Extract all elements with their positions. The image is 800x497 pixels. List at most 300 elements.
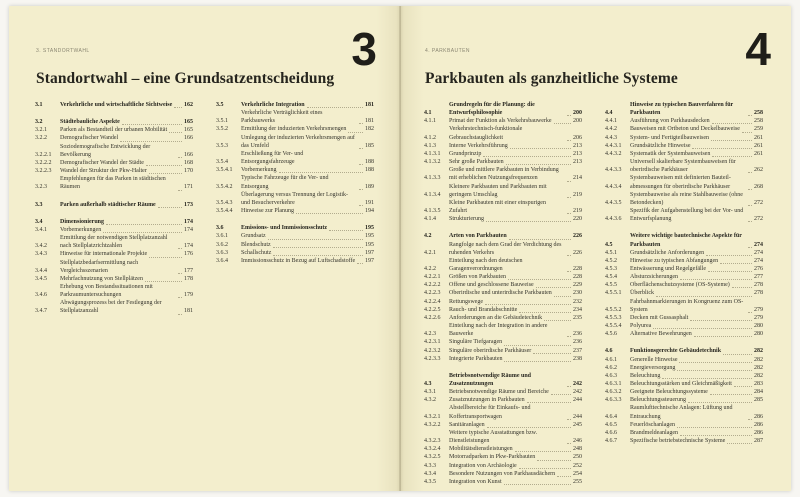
toc-entry bbox=[605, 257, 763, 265]
toc-entry-page: 258 bbox=[754, 118, 763, 125]
toc-entry-id: 4.4.3.6 bbox=[605, 216, 622, 223]
toc-entry bbox=[424, 183, 582, 199]
toc-entry-id: 3.5.4.2 bbox=[216, 183, 233, 190]
toc-entry-id: 4.5.4 bbox=[605, 274, 617, 281]
toc-entry-id: 3.4.2 bbox=[35, 243, 47, 250]
toc-entry-page: 250 bbox=[573, 454, 582, 461]
dot-leader bbox=[656, 296, 752, 297]
toc-entry-page: 170 bbox=[184, 168, 193, 175]
dot-leader bbox=[504, 361, 571, 362]
toc-entry-title: Verkehrstechnisch-funktionale Gebrauchstauglichkeit bbox=[449, 126, 523, 141]
dot-leader bbox=[551, 394, 571, 395]
toc-entry-title: Beleuchtungssteuerung bbox=[630, 397, 686, 404]
toc-entry-page: 213 bbox=[573, 150, 582, 157]
toc-entry-title: Einteilung nach der Integration in andere Bauwerke bbox=[449, 323, 548, 338]
toc-entry-id: 4.3.3 bbox=[424, 462, 436, 469]
dot-leader bbox=[483, 156, 571, 157]
dot-leader bbox=[567, 115, 571, 116]
toc-entry-title: Arten von Parkbauten bbox=[449, 233, 507, 240]
toc-entry-title: Einteilung nach den deutschen Garagenverordnungen bbox=[449, 257, 523, 272]
toc-entry-page: 276 bbox=[754, 265, 763, 272]
dot-leader bbox=[296, 213, 363, 214]
toc-column bbox=[216, 101, 374, 325]
dot-leader bbox=[706, 255, 752, 256]
toc-entry-title: Systembauweisen mit definierten Bauteilabmessungen für oberirdische Parkhäuser bbox=[630, 175, 731, 190]
toc-entry-title: Ermittlung der induzierten Verkehrsmengen bbox=[241, 126, 347, 133]
toc-entry-id: 4.1 bbox=[424, 110, 432, 117]
toc-entry bbox=[35, 201, 193, 209]
toc-entry bbox=[35, 226, 193, 234]
toc-entry-title: Demografischer Wandel der Städte bbox=[60, 159, 144, 166]
toc-entry-title: Besondere Nutzungen von Parkhausdächern bbox=[449, 470, 556, 477]
toc-entry-title: Integration von Kunst bbox=[449, 478, 502, 485]
toc-entry-title: Sanitäranlagen bbox=[449, 421, 485, 428]
toc-entry-title: Funktionsgerechte Gebäudetechnik bbox=[630, 348, 722, 355]
toc-entry-page: 244 bbox=[573, 413, 582, 420]
dot-leader bbox=[357, 263, 363, 264]
dot-leader bbox=[536, 287, 571, 288]
toc-entry-title: Mobilitätsdienstleistungen bbox=[449, 446, 513, 453]
running-header-right: 4. PARKBAUTEN bbox=[425, 48, 470, 54]
toc-entry-id: 4.1.3 bbox=[424, 142, 436, 149]
toc-entry bbox=[216, 150, 374, 166]
toc-entry-page: 191 bbox=[365, 199, 374, 206]
toc-entry-page: 282 bbox=[754, 364, 763, 371]
dot-leader bbox=[178, 297, 182, 298]
dot-leader bbox=[509, 239, 571, 240]
toc-entry-title: Hinweise zu typischen Bauverfahren für Parkbauten bbox=[630, 102, 734, 117]
dot-leader bbox=[348, 132, 363, 133]
toc-entry-page: 195 bbox=[365, 233, 374, 240]
toc-entry bbox=[216, 241, 374, 249]
toc-entry-id: 3.2.2.1 bbox=[35, 151, 52, 158]
toc-entry-title: Parken als Bestandteil der urbanen Mobilität bbox=[60, 127, 168, 134]
toc-entry bbox=[605, 289, 763, 297]
toc-entry-id: 4.3.2.5 bbox=[424, 454, 441, 461]
toc-entry-page: 280 bbox=[754, 331, 763, 338]
toc-entry bbox=[424, 453, 582, 461]
dot-leader bbox=[329, 230, 363, 231]
dot-leader bbox=[106, 224, 182, 225]
toc-entry-title: Universell skalierbare Systembauweisen für oberirdische Parkhäuser bbox=[630, 159, 736, 174]
toc-entry bbox=[424, 355, 582, 363]
toc-entry-page: 213 bbox=[573, 159, 582, 166]
toc-entry-title: Polyurea bbox=[630, 323, 652, 330]
dot-leader bbox=[567, 255, 571, 256]
toc-entry-title: Strukturierung bbox=[449, 216, 484, 223]
toc-entry-id: 4.5.1 bbox=[605, 249, 617, 256]
toc-entry-page: 228 bbox=[573, 274, 582, 281]
toc-entry-title: Offene und geschlossene Bauweise bbox=[449, 282, 534, 289]
toc-entry-page: 232 bbox=[573, 298, 582, 305]
toc-entry-id: 3.4.6 bbox=[35, 292, 47, 299]
toc-entry bbox=[35, 299, 193, 315]
toc-entry bbox=[605, 273, 763, 281]
dot-leader bbox=[178, 248, 182, 249]
toc-entry-page: 166 bbox=[184, 151, 193, 158]
dot-leader bbox=[653, 328, 752, 329]
toc-entry-title: Große und mittlere Parkbauten in Verbindung mit erheblichen Nutzungsfrequenzen bbox=[449, 167, 559, 182]
toc-entry-id: 4.5.5.1 bbox=[605, 290, 622, 297]
toc-entry-page: 174 bbox=[184, 226, 193, 233]
toc-entry-id: 4.4.3.4 bbox=[605, 183, 622, 190]
toc-entry-title: Interne Verkehrsführung bbox=[449, 142, 508, 149]
toc-entry-id: 3.6.3 bbox=[216, 249, 228, 256]
dot-leader bbox=[694, 336, 752, 337]
toc-entry-page: 274 bbox=[754, 241, 763, 248]
dot-leader bbox=[359, 205, 363, 206]
toc-entry bbox=[605, 191, 763, 207]
toc-entry-title: Rauch- und Brandabschnitte bbox=[449, 306, 518, 313]
dot-leader bbox=[169, 132, 182, 133]
dot-leader bbox=[487, 427, 571, 428]
dot-leader bbox=[748, 419, 752, 420]
toc-entry-page: 189 bbox=[365, 183, 374, 190]
dot-leader bbox=[486, 221, 571, 222]
toc-entry-page: 261 bbox=[754, 150, 763, 157]
dot-leader bbox=[554, 123, 571, 124]
toc-entry-id: 4.1.3.5 bbox=[424, 208, 441, 215]
dot-leader bbox=[677, 427, 752, 428]
dot-leader bbox=[679, 362, 752, 363]
dot-leader bbox=[519, 312, 571, 313]
toc-entry-id: 4.6.3.1 bbox=[605, 381, 622, 387]
toc-group bbox=[35, 118, 193, 191]
toc-entry-page: 178 bbox=[184, 275, 193, 282]
toc-entry-title: Größen von Parkbauten bbox=[449, 274, 506, 281]
toc-entry-title: Systematik der Systembauweisen bbox=[630, 150, 711, 157]
toc-entry-page: 259 bbox=[754, 126, 763, 133]
toc-entry-id: 4.2.2.4 bbox=[424, 298, 441, 305]
toc-entry-id: 3.6.4 bbox=[216, 257, 228, 264]
toc-entry-title: Blendschutz bbox=[241, 241, 271, 248]
dot-leader bbox=[527, 402, 571, 403]
toc-entry-page: 261 bbox=[754, 134, 763, 141]
toc-entry bbox=[605, 380, 763, 388]
toc-entry-page: 165 bbox=[184, 127, 193, 134]
toc-entry-id: 4.1.3.1 bbox=[424, 150, 441, 157]
toc-entry bbox=[605, 356, 763, 364]
toc-entry-title: Alternative Bewehrungen bbox=[630, 331, 692, 338]
toc-group bbox=[605, 347, 763, 445]
toc-entry-title: Singuläre oberirdische Parkhäuser bbox=[449, 347, 532, 354]
toc-entry bbox=[605, 150, 763, 158]
toc-entry bbox=[605, 372, 763, 380]
dot-leader bbox=[145, 281, 182, 282]
toc-entry bbox=[424, 241, 582, 257]
toc-entry bbox=[424, 445, 582, 453]
toc-entry-id: 4.6.1 bbox=[605, 356, 617, 363]
toc-entry-page: 258 bbox=[754, 110, 763, 117]
toc-entry bbox=[605, 158, 763, 174]
dot-leader bbox=[178, 190, 182, 191]
toc-entry-id: 3.4.7 bbox=[35, 308, 47, 315]
toc-entry-title: Absturzsicherungen bbox=[630, 274, 678, 281]
toc-entry-id: 4.6.6 bbox=[605, 429, 617, 436]
toc-entry-page: 220 bbox=[573, 216, 582, 223]
toc-entry-id: 4.4 bbox=[605, 110, 613, 117]
toc-entry-id: 4.5.5.2 bbox=[605, 306, 622, 313]
toc-entry bbox=[35, 218, 193, 226]
dot-leader bbox=[567, 140, 571, 141]
toc-entry-page: 246 bbox=[573, 438, 582, 445]
toc-entry-id: 4.4.3 bbox=[605, 134, 617, 141]
toc-entry-id: 4.4.3.3 bbox=[605, 167, 622, 174]
toc-entry-page: 181 bbox=[365, 102, 374, 108]
toc-entry-page: 197 bbox=[365, 257, 374, 264]
toc-entry bbox=[605, 364, 763, 372]
toc-entry-page: 162 bbox=[184, 102, 193, 108]
dot-leader bbox=[748, 312, 752, 313]
toc-entry-id: 3.5.4.4 bbox=[216, 208, 233, 215]
toc-entry-title: Energieversorgung bbox=[630, 364, 676, 371]
dot-leader bbox=[273, 255, 363, 256]
toc-entry-page: 182 bbox=[365, 126, 374, 133]
toc-entry-page: 278 bbox=[754, 282, 763, 289]
dot-leader bbox=[712, 156, 752, 157]
dot-leader bbox=[519, 468, 571, 469]
toc-entry-title: Brandmeldeanlagen bbox=[630, 429, 678, 436]
toc-entry bbox=[424, 158, 582, 166]
toc-entry-page: 177 bbox=[184, 267, 193, 274]
toc-entry-id: 4.6.2 bbox=[605, 364, 617, 371]
chapter-number-left: 3 bbox=[351, 23, 377, 75]
dot-leader bbox=[720, 263, 752, 264]
toc-entry bbox=[216, 174, 374, 190]
toc-entry bbox=[35, 175, 193, 191]
dot-leader bbox=[748, 172, 752, 173]
toc-entry-title: Grundsätzliche Hinweise bbox=[630, 142, 691, 149]
toc-entry-page: 274 bbox=[754, 249, 763, 256]
toc-entry-page: 168 bbox=[184, 159, 193, 166]
toc-entry-title: Empfehlungen für das Parken in städtischen Räumen bbox=[60, 176, 166, 191]
toc-entry-title: Feuerlöschanlagen bbox=[630, 421, 675, 428]
toc-entry-page: 234 bbox=[573, 306, 582, 313]
toc-entry-id: 4.2.2.5 bbox=[424, 306, 441, 313]
toc-entry-id: 4.2.3.2 bbox=[424, 347, 441, 354]
toc-entry-id: 4.6.5 bbox=[605, 421, 617, 428]
toc-group bbox=[216, 101, 374, 215]
dot-leader bbox=[732, 287, 752, 288]
toc-entry bbox=[216, 232, 374, 240]
toc-entry-page: 179 bbox=[184, 292, 193, 299]
toc-group bbox=[35, 201, 193, 209]
toc-entry-title: Hinweise zur Planung bbox=[241, 208, 294, 215]
toc-entry-page: 244 bbox=[573, 397, 582, 404]
toc-entry-title: Rettungswege bbox=[449, 298, 483, 305]
toc-entry bbox=[424, 429, 582, 445]
toc-entry-page: 280 bbox=[754, 323, 763, 330]
dot-leader bbox=[567, 197, 571, 198]
dot-leader bbox=[537, 460, 571, 461]
toc-entry-page: 185 bbox=[365, 142, 374, 149]
toc-entry-id: 3.6.2 bbox=[216, 241, 228, 248]
toc-entry bbox=[424, 257, 582, 273]
toc-entry-id: 4.1.2 bbox=[424, 134, 436, 141]
dot-leader bbox=[504, 345, 571, 346]
dot-leader bbox=[178, 273, 182, 274]
toc-entry bbox=[605, 347, 763, 355]
toc-entry-title: Entwässerung und Regelgefälle bbox=[630, 265, 706, 272]
toc-entry-title: Typische Fahrzeuge für die Ver- und Entsorgung bbox=[241, 175, 329, 190]
toc-entry-page: 285 bbox=[754, 397, 763, 404]
dot-leader bbox=[557, 476, 571, 477]
toc-entry-id: 3.4.1 bbox=[35, 226, 47, 233]
toc-entry bbox=[424, 166, 582, 182]
toc-entry-title: Grundsätzliche Anforderungen bbox=[630, 249, 705, 256]
toc-group bbox=[35, 101, 193, 109]
toc-entry bbox=[424, 396, 582, 404]
toc-entry-id: 3.5.1 bbox=[216, 118, 228, 125]
toc-entry-page: 255 bbox=[573, 478, 582, 485]
running-header-left: 3. STANDORTWAHL bbox=[36, 48, 90, 54]
toc-entry-page: 287 bbox=[754, 438, 763, 445]
toc-entry-title: Raumlufttechnische Anlagen: Lüftung und Entrauchung bbox=[630, 405, 733, 420]
toc-entry-page: 283 bbox=[754, 381, 763, 387]
toc-entry bbox=[424, 273, 582, 281]
toc-entry-title: Ermittlung der notwendigen Stellplatzanzahl nach Stellplatzrichtzahlen bbox=[60, 235, 168, 250]
page-title-right: Parkbauten als ganzheitliche Systeme bbox=[425, 70, 678, 87]
toc-entry-id: 3.4.4 bbox=[35, 267, 47, 274]
toc-entry-id: 4.4.3.5 bbox=[605, 199, 622, 206]
toc-entry-id: 3.5 bbox=[216, 102, 224, 108]
toc-group bbox=[424, 101, 582, 223]
dot-leader bbox=[146, 165, 182, 166]
toc-entry bbox=[605, 396, 763, 404]
toc-entry bbox=[605, 207, 763, 223]
toc-entry-page: 254 bbox=[573, 470, 582, 477]
toc-entry-title: Geeignete Beleuchtungssysteme bbox=[630, 389, 708, 396]
dot-leader bbox=[708, 271, 752, 272]
toc-entry-title: Grundsatz bbox=[241, 233, 266, 240]
toc-entry bbox=[605, 404, 763, 420]
toc-entry-page: 236 bbox=[573, 331, 582, 338]
toc-entry-page: 282 bbox=[754, 356, 763, 363]
toc-entry bbox=[605, 174, 763, 190]
toc-group bbox=[605, 232, 763, 338]
toc-entry-page: 229 bbox=[573, 282, 582, 289]
toc-entry-page: 194 bbox=[365, 208, 374, 215]
toc-entry-title: Hinweise zu typischen Abfangungen bbox=[630, 257, 719, 264]
toc-entry bbox=[605, 437, 763, 445]
toc-entry-title: Umlegung der induzierten Verkehrsmengen auf das Umfeld bbox=[241, 134, 355, 149]
dot-leader bbox=[567, 213, 571, 214]
dot-leader bbox=[506, 164, 571, 165]
toc-entry-id: 4.2.2.6 bbox=[424, 314, 441, 321]
toc-entry-id: 4.6.3.3 bbox=[605, 397, 622, 404]
toc-entry-title: Beleuchtungsstärken und Gleichmäßigkeit bbox=[630, 381, 732, 387]
toc-entry-page: 262 bbox=[754, 167, 763, 174]
toc-entry-page: 282 bbox=[754, 372, 763, 379]
toc-entry-page: 248 bbox=[573, 446, 582, 453]
toc-entry-id: 4.2.3.1 bbox=[424, 339, 441, 346]
toc-entry-page: 252 bbox=[573, 462, 582, 469]
toc-entry-page: 219 bbox=[573, 191, 582, 198]
dot-leader bbox=[359, 164, 363, 165]
toc-entry-page: 237 bbox=[573, 347, 582, 354]
toc-entry-title: Spezifik der Aufgabenstellung bei der Vor- und Entwurfsplanung bbox=[630, 208, 744, 223]
toc-entry bbox=[35, 134, 193, 142]
dot-leader bbox=[103, 232, 182, 233]
toc-entry bbox=[605, 298, 763, 314]
toc-entry bbox=[424, 298, 582, 306]
toc-entry bbox=[605, 249, 763, 257]
toc-entry-page: 272 bbox=[754, 199, 763, 206]
toc-entry-id: 4.2.2.1 bbox=[424, 274, 441, 281]
toc-group bbox=[35, 218, 193, 316]
toc-entry-title: Überblick bbox=[630, 290, 654, 297]
toc-entry-title: Weitere typische Ausstattungen bzw. Dienstleistungen bbox=[449, 429, 538, 445]
toc-entry-page: 286 bbox=[754, 429, 763, 436]
dot-leader bbox=[567, 336, 571, 337]
dot-leader bbox=[710, 394, 752, 395]
toc-entry-title: Immissionsschutz in Bezug auf Luftschadstoffe bbox=[241, 257, 356, 264]
toc-entry bbox=[424, 322, 582, 338]
toc-entry-page: 226 bbox=[573, 233, 582, 240]
toc-entry-title: Schallschutz bbox=[241, 249, 272, 256]
toc-entry-title: Grundregeln für die Planung: die Entwurfsphilosophie bbox=[449, 102, 535, 117]
toc-entry bbox=[605, 117, 763, 125]
toc-entry bbox=[605, 330, 763, 338]
toc-entry bbox=[605, 281, 763, 289]
toc-entry-id: 4.3.2.4 bbox=[424, 446, 441, 453]
dot-leader bbox=[748, 205, 752, 206]
toc-entry-page: 200 bbox=[573, 118, 582, 125]
toc-entry-title: Spezifische betriebstechnische Systeme bbox=[630, 438, 726, 445]
toc-entry bbox=[216, 224, 374, 232]
toc-entry-title: Fahrbahnmarkierungen in Kongruenz zum OS-System bbox=[630, 298, 744, 313]
toc-entry-title: Mehrfachnutzung von Stellplätzen bbox=[60, 275, 143, 282]
toc-entry-title: Abstellbereiche für Einkaufs- und Koffertransportwagen bbox=[449, 405, 531, 420]
dot-leader bbox=[174, 107, 182, 108]
toc-entry-title: Decken mit Gussasphalt bbox=[630, 314, 689, 321]
toc-entry bbox=[424, 338, 582, 346]
toc-entry-title: Generelle Hinweise bbox=[630, 356, 678, 363]
toc-entry-title: Betriebsnotwendige Räume und Bereiche bbox=[449, 389, 549, 396]
toc-entry-id: 3.2.2.3 bbox=[35, 168, 52, 175]
toc-entry bbox=[424, 125, 582, 141]
toc-entry-page: 195 bbox=[365, 241, 374, 248]
toc-entry-id: 3.6.1 bbox=[216, 233, 228, 240]
toc-entry-title: Ausführung von Parkhausdecken bbox=[630, 118, 710, 125]
toc-group bbox=[424, 372, 582, 486]
toc-entry bbox=[35, 143, 193, 159]
toc-entry bbox=[216, 134, 374, 150]
toc-group bbox=[216, 224, 374, 265]
dot-leader bbox=[279, 172, 363, 173]
toc-entry bbox=[424, 388, 582, 396]
toc-entry bbox=[424, 281, 582, 289]
toc-entry-title: Motorradparken in Pkw-Parkbauten bbox=[449, 454, 536, 461]
toc-entry-title: Bauweisen mit Ortbeton und Deckelbauweise bbox=[630, 126, 740, 133]
toc-entry-page: 235 bbox=[573, 314, 582, 321]
toc-entry-page: 188 bbox=[365, 167, 374, 174]
toc-entry-title: Systembauweise als reine Stahlbauweise (ohne Betondecken) bbox=[630, 191, 743, 206]
toc-entry-page: 230 bbox=[573, 290, 582, 297]
toc-entry-page: 173 bbox=[184, 201, 193, 208]
toc-entry-title: Oberflächenschutzsysteme (OS-Systeme) bbox=[630, 282, 730, 289]
toc-entry-page: 286 bbox=[754, 421, 763, 428]
toc-entry-page: 242 bbox=[573, 389, 582, 396]
dot-leader bbox=[120, 141, 182, 142]
dot-leader bbox=[359, 148, 363, 149]
toc-entry-page: 171 bbox=[184, 184, 193, 191]
toc-entry-page: 284 bbox=[754, 389, 763, 396]
toc-entry-id: 4.3 bbox=[424, 381, 432, 387]
toc-entry-title: Sehr große Parkbauten bbox=[449, 159, 504, 166]
dot-leader bbox=[748, 189, 752, 190]
toc-entry bbox=[424, 314, 582, 322]
